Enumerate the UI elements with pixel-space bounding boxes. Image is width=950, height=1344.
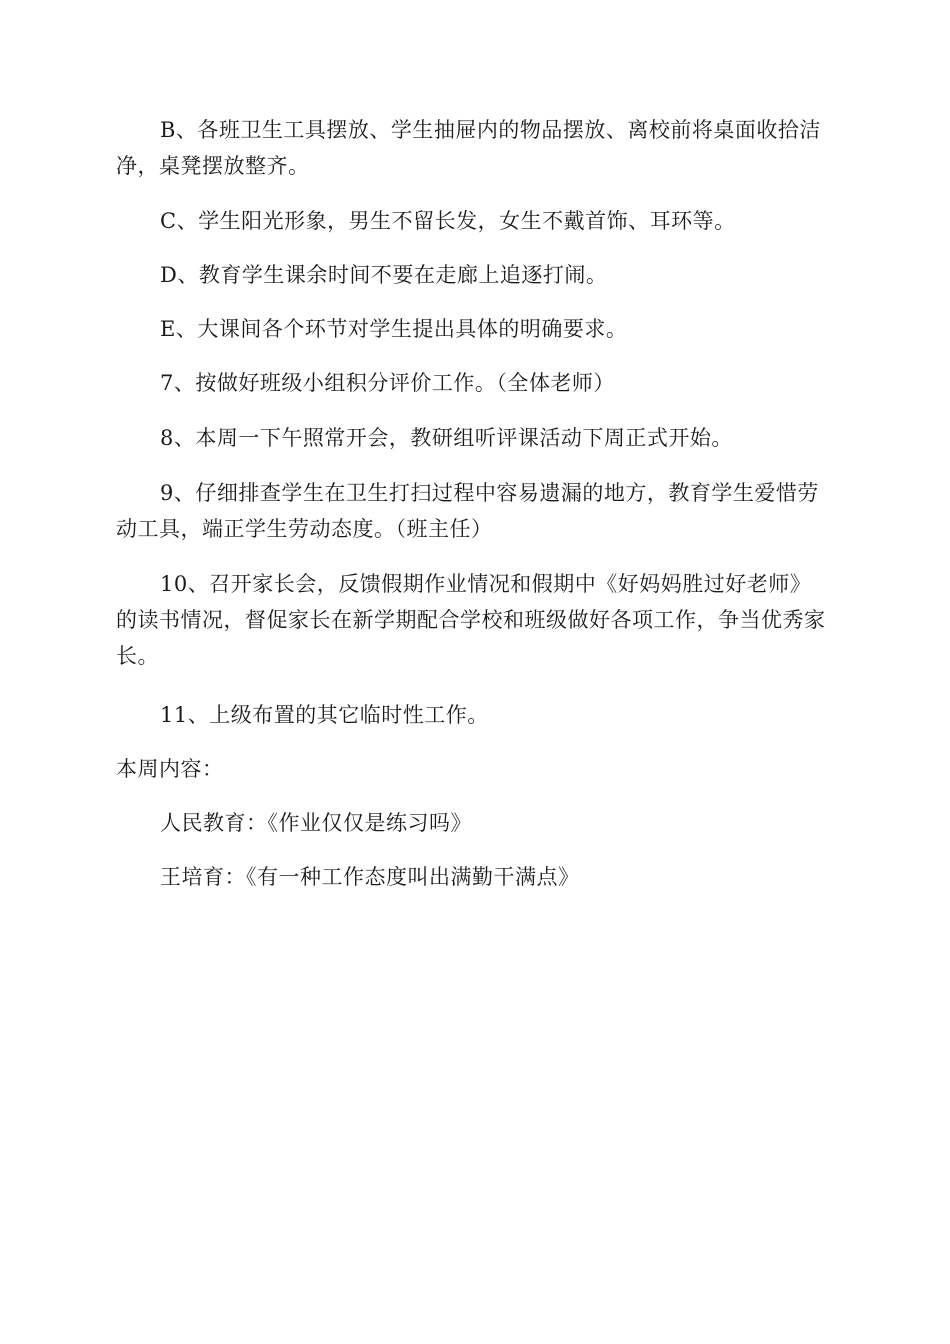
paragraph-d: D、教育学生课余时间不要在走廊上追逐打闹。 — [160, 263, 608, 287]
reading-item-1: 人民教育：《作业仅仅是练习吗》 — [160, 811, 472, 835]
paragraph-10: 10、召开家长会，反馈假期作业情况和假期中《好妈妈胜过好老师》的读书情况，督促家长在新学期配合学校和班级做好各项工作，争当优秀家长。 — [116, 572, 826, 668]
paragraph-e: E、大课间各个环节对学生提出具体的明确要求。 — [160, 317, 628, 341]
paragraph-c: C、学生阳光形象，男生不留长发，女生不戴首饰、耳环等。 — [160, 209, 736, 233]
reading-item-2: 王培育：《有一种工作态度叫出满勤干满点》 — [160, 865, 580, 889]
paragraph-8: 8、本周一下午照常开会，教研组听评课活动下周正式开始。 — [160, 426, 733, 450]
paragraph-7: 7、按做好班级小组积分评价工作。（全体老师） — [160, 371, 615, 395]
section-heading: 本周内容： — [116, 757, 224, 781]
paragraph-9: 9、仔细排查学生在卫生打扫过程中容易遗漏的地方，教育学生爱惜劳动工具，端正学生劳动态度。（班主任） — [116, 481, 819, 541]
paragraph-11: 11、上级布置的其它临时性工作。 — [160, 703, 489, 727]
paragraph-b: B、各班卫生工具摆放、学生抽屉内的物品摆放、离校前将桌面收拾洁净，桌凳摆放整齐。 — [116, 118, 821, 178]
